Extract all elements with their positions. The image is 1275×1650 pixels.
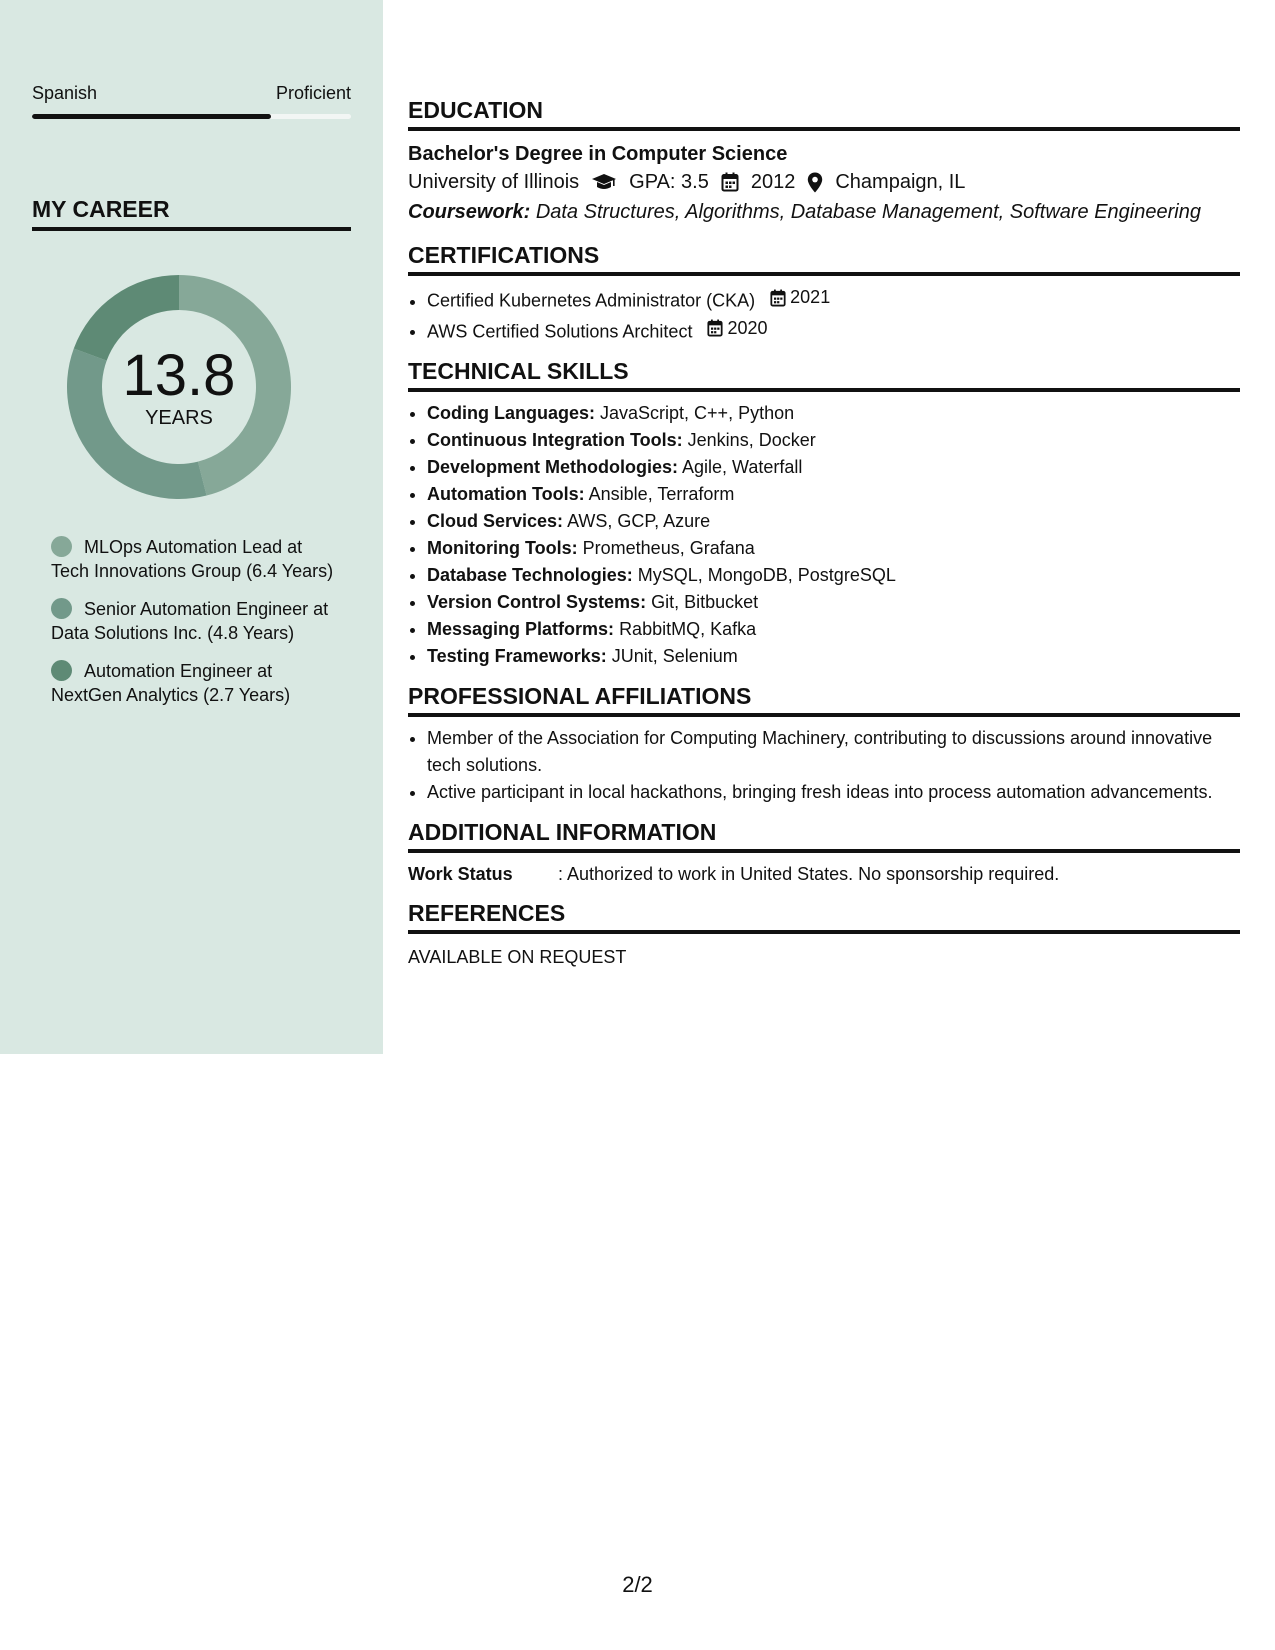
skill-category: Version Control Systems: bbox=[427, 592, 647, 612]
coursework bbox=[408, 197, 1240, 227]
language-level: Proficient bbox=[275, 83, 351, 103]
skill-values: Agile, Waterfall bbox=[682, 457, 803, 477]
coursework-list: Data Structures, Algorithms, Database Management, Software Engineering bbox=[535, 201, 1201, 223]
skill-category: Coding Languages: bbox=[427, 403, 595, 423]
certification-year bbox=[770, 284, 830, 311]
skill-category: Monitoring Tools: bbox=[427, 538, 578, 558]
skill-values: JavaScript, C++, Python bbox=[600, 403, 795, 423]
skill-category: Continuous Integration Tools: bbox=[427, 430, 683, 450]
total-years-unit: YEARS bbox=[145, 407, 213, 429]
affiliations-list bbox=[408, 725, 1240, 806]
skill-values: RabbitMQ, Kafka bbox=[619, 619, 757, 639]
skill-category: Automation Tools: bbox=[427, 484, 585, 504]
page-number: 2/2 bbox=[622, 1572, 653, 1597]
certification-year-text: 2021 bbox=[790, 287, 831, 307]
language-name: Spanish bbox=[32, 83, 98, 103]
skill-category: Development Methodologies: bbox=[427, 457, 679, 477]
education-location: Champaign, IL bbox=[835, 171, 966, 193]
skill-values: Jenkins, Docker bbox=[687, 430, 816, 450]
skill-item bbox=[427, 481, 1240, 508]
education-details bbox=[408, 167, 1240, 197]
graduation-year: 2012 bbox=[750, 171, 796, 193]
career-role-item bbox=[51, 659, 341, 707]
language-proficiency-bar bbox=[32, 114, 351, 119]
calendar-icon bbox=[770, 289, 786, 307]
skill-item bbox=[427, 562, 1240, 589]
career-roles-list bbox=[51, 535, 341, 721]
calendar-icon bbox=[707, 319, 723, 337]
language-row bbox=[32, 82, 351, 104]
skill-category: Database Technologies: bbox=[427, 565, 633, 585]
career-role-item bbox=[51, 535, 341, 583]
career-role-text: Senior Automation Engineer at Data Solutions Inc. (4.8 Years) bbox=[51, 599, 329, 643]
affiliation-item: • Active participant in local hackathons, bringing fresh ideas into process automation advancements. bbox=[427, 779, 1240, 806]
career-role-text: MLOps Automation Lead at Tech Innovations Group (6.4 Years) bbox=[51, 537, 334, 581]
skill-values: AWS, GCP, Azure bbox=[567, 511, 711, 531]
language-proficiency-fill bbox=[32, 114, 271, 119]
certifications-title: CERTIFICATIONS bbox=[408, 241, 1240, 276]
skill-item bbox=[427, 454, 1240, 481]
skill-item bbox=[427, 508, 1240, 535]
gpa: GPA: 3.5 bbox=[629, 171, 709, 193]
legend-dot-icon bbox=[51, 598, 72, 619]
skill-values: JUnit, Selenium bbox=[611, 646, 738, 666]
additional-info-title: ADDITIONAL INFORMATION bbox=[408, 818, 1240, 853]
certification-name: AWS Certified Solutions Architect bbox=[427, 321, 693, 341]
skill-item bbox=[427, 643, 1240, 670]
degree-title: Bachelor's Degree in Computer Science bbox=[408, 143, 788, 165]
certifications-list bbox=[408, 284, 1240, 345]
career-donut-chart bbox=[66, 274, 292, 500]
skill-category: Testing Frameworks: bbox=[427, 646, 607, 666]
calendar-icon bbox=[721, 172, 739, 192]
skill-values: MySQL, MongoDB, PostgreSQL bbox=[637, 565, 896, 585]
references-title: REFERENCES bbox=[408, 899, 1240, 934]
work-status-label: Work Status bbox=[408, 864, 513, 884]
university-name: University of Illinois bbox=[408, 171, 580, 193]
work-status-value: : Authorized to work in United States. No sponsorship required. bbox=[558, 864, 1060, 884]
coursework-label: Coursework: bbox=[408, 201, 531, 223]
graduation-cap-icon bbox=[591, 172, 617, 192]
skill-item bbox=[427, 400, 1240, 427]
skill-category: Messaging Platforms: bbox=[427, 619, 615, 639]
career-heading: MY CAREER bbox=[32, 194, 351, 231]
skill-item bbox=[427, 616, 1240, 643]
skill-values: Git, Bitbucket bbox=[651, 592, 759, 612]
sidebar bbox=[0, 0, 383, 1054]
certification-name: Certified Kubernetes Administrator (CKA) bbox=[427, 290, 756, 311]
certification-item bbox=[427, 284, 1240, 315]
education-title: EDUCATION bbox=[408, 96, 1240, 131]
affiliations-title: PROFESSIONAL AFFILIATIONS bbox=[408, 682, 1240, 717]
technical-skills-list bbox=[408, 400, 1240, 670]
total-years-value: 13.8 bbox=[122, 343, 236, 408]
skill-values: Ansible, Terraform bbox=[588, 484, 735, 504]
legend-dot-icon bbox=[51, 536, 72, 557]
main-content bbox=[408, 96, 1240, 970]
career-role-text: Automation Engineer at NextGen Analytics (2.7 Years) bbox=[51, 661, 291, 705]
affiliation-item: • Member of the Association for Computing Machinery, contributing to discussions around innovative tech solutions. bbox=[427, 725, 1240, 779]
certification-year bbox=[707, 315, 767, 342]
legend-dot-icon bbox=[51, 660, 72, 681]
skill-category: Cloud Services: bbox=[427, 511, 564, 531]
skill-values: Prometheus, Grafana bbox=[582, 538, 755, 558]
donut-center bbox=[66, 274, 292, 500]
technical-skills-title: TECHNICAL SKILLS bbox=[408, 357, 1240, 392]
work-status-row bbox=[408, 861, 1240, 887]
skill-item bbox=[427, 535, 1240, 562]
references-text: AVAILABLE ON REQUEST bbox=[408, 947, 627, 967]
skill-item bbox=[427, 589, 1240, 616]
career-role-item bbox=[51, 597, 341, 645]
certification-year-text: 2020 bbox=[727, 317, 768, 338]
certification-item bbox=[427, 315, 1240, 346]
map-pin-icon bbox=[807, 172, 823, 193]
skill-item bbox=[427, 427, 1240, 454]
